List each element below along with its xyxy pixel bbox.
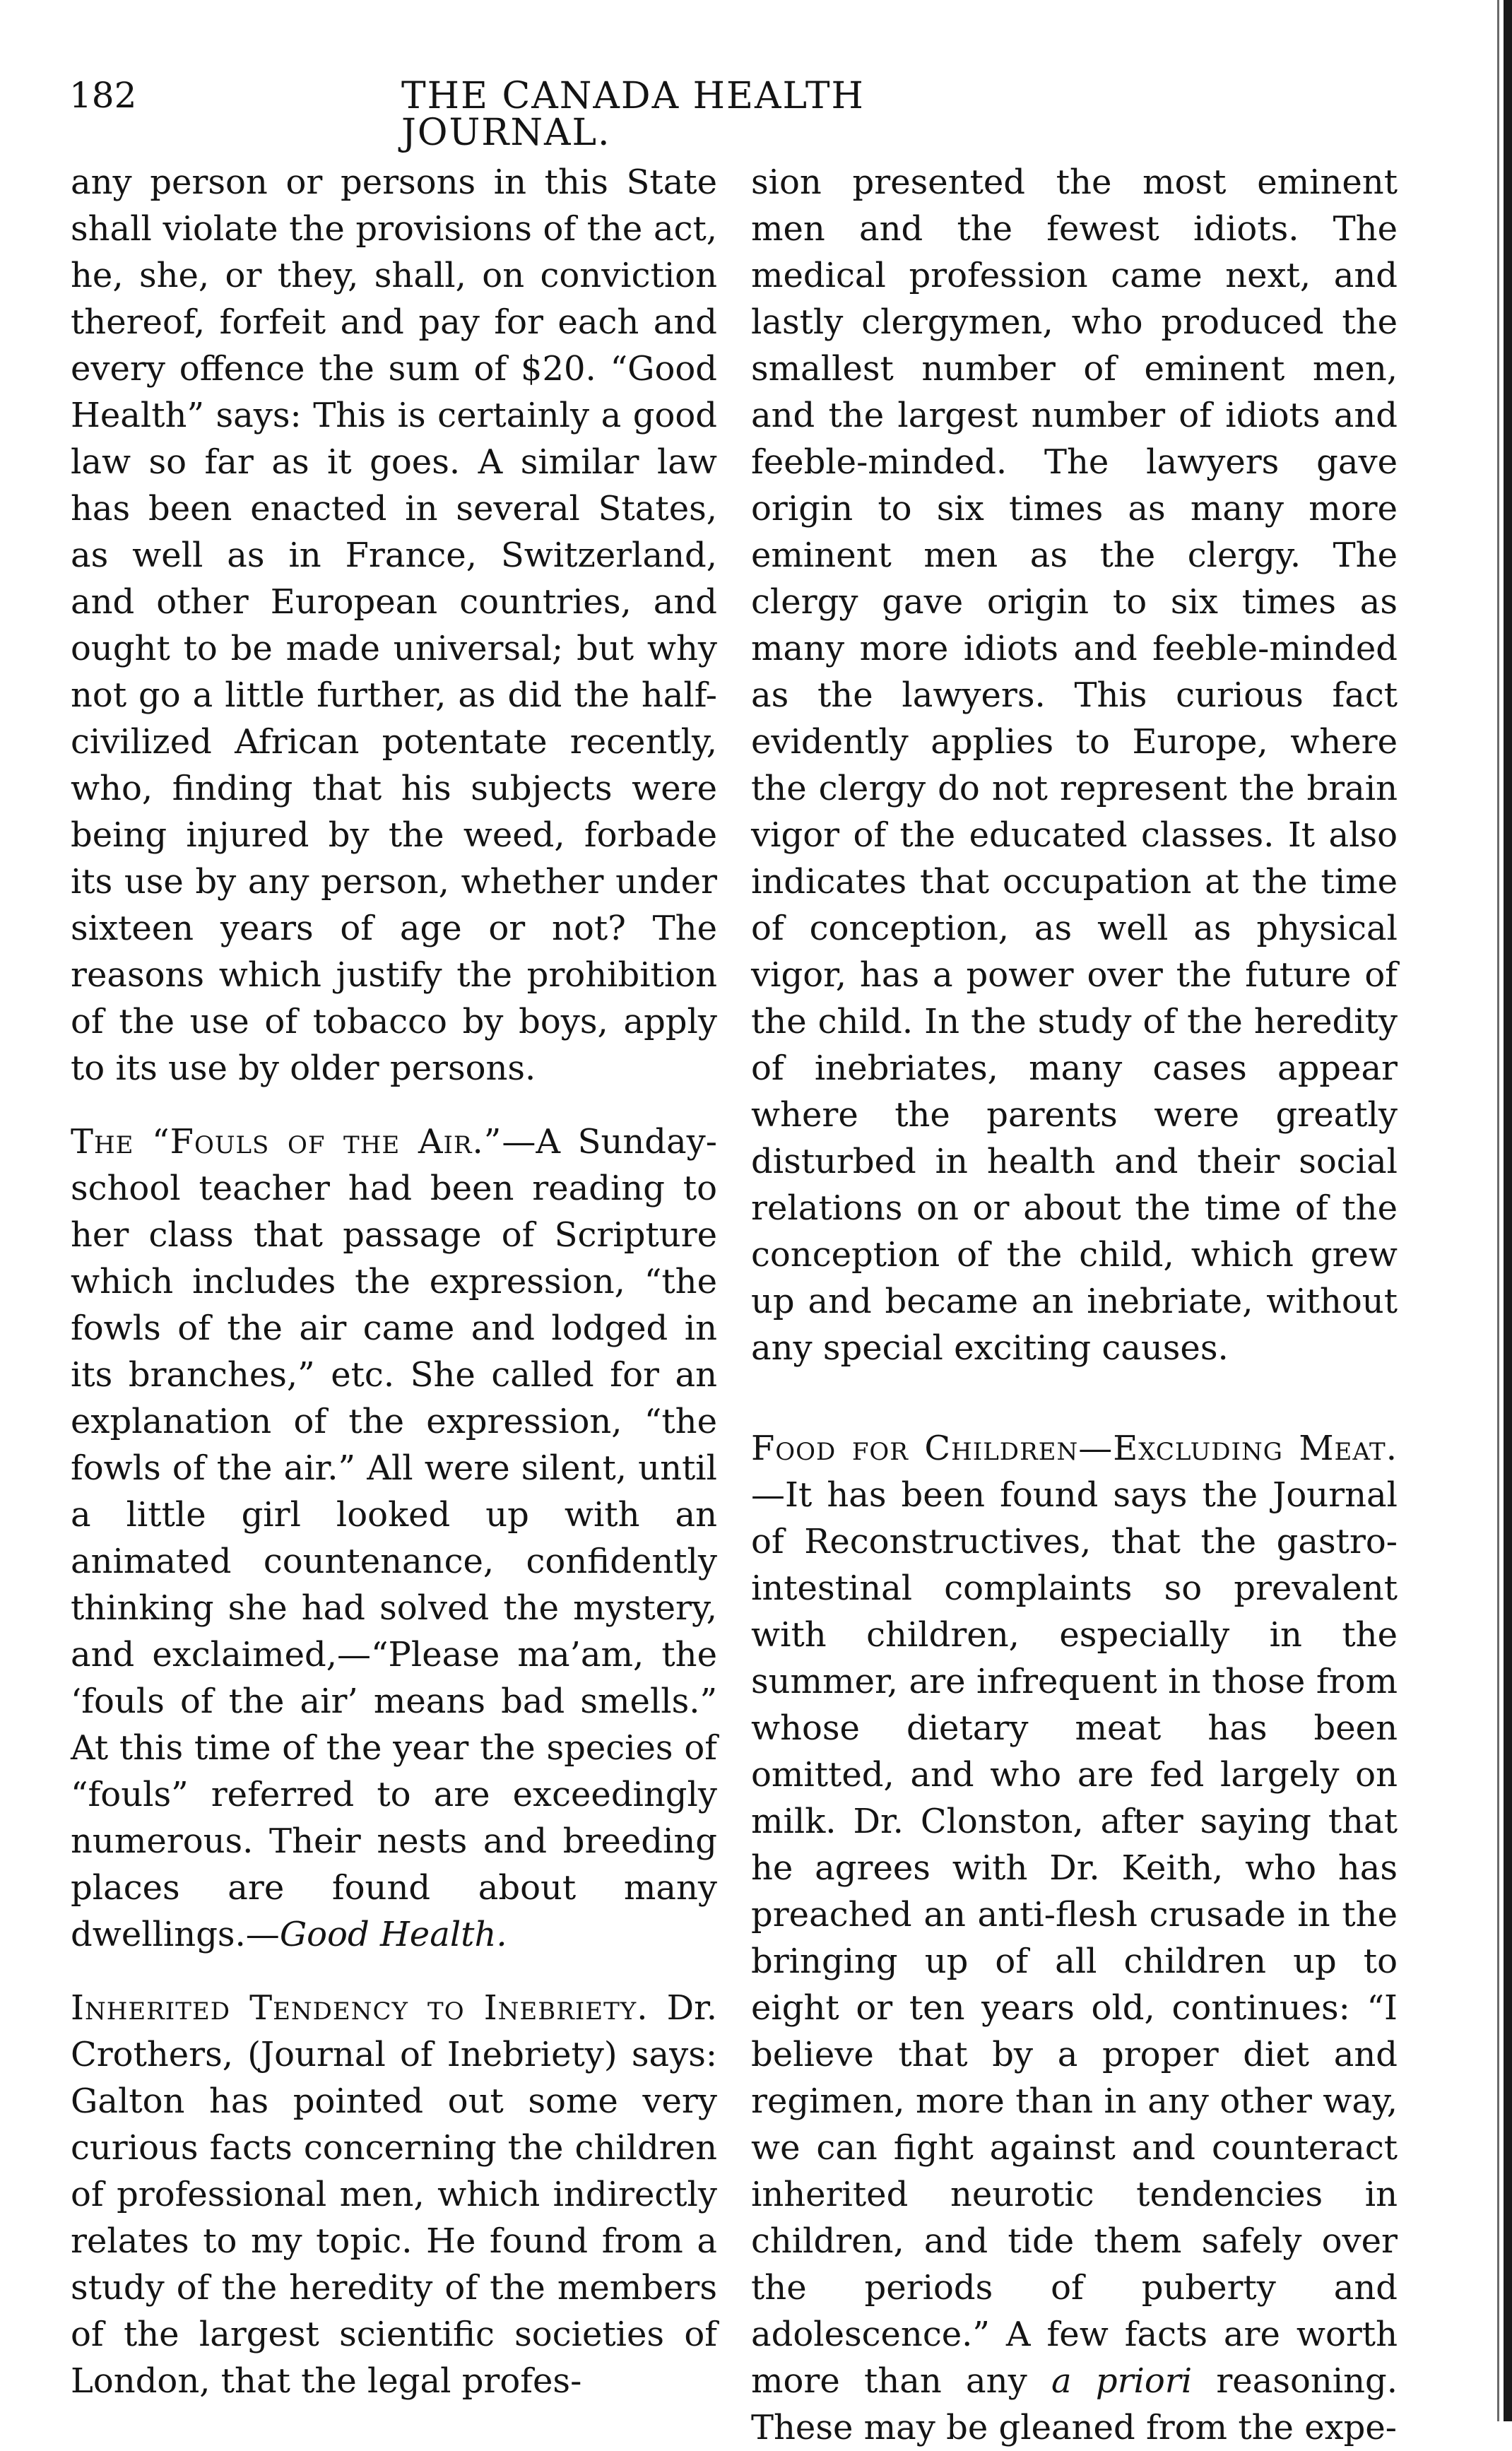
paragraph-inherited-tendency [71,1985,717,2404]
page-number: 182 [69,75,137,116]
section-heading-food: Food for Children—Excluding Meat. [751,1429,1398,1468]
paragraph-food-for-children [751,1425,1398,2451]
section-heading-fouls: The “Fouls of the Air.” [71,1122,502,1162]
section-heading-inebriety: Inherited Tendency to Inebriety. [71,1988,649,2028]
page-edge-shadow [1497,0,1499,2421]
right-column [751,159,1398,2447]
source-citation: Good Health. [279,1915,507,1954]
paragraph-fouls-of-the-air [71,1118,717,1958]
paragraph-text: any person or persons in this State shall violate the provisions of the act, he, she, or they, shall, on conviction thereof, forfeit and pay for each and every offence the sum of $20. “Good Health” says: This is certainly a good law so far as it goes. A similar law has been enacted in several States, as well as in France, Switzerland, and other European countries, and ought to be made universal; but why not go a little further, as did the half-civilized African potentate recently, who, finding that his subjects were being injured by the weed, forbade its use by any person, whether under sixteen years of age or not? The reasons which justify the prohibition of the use of tobacco by boys, apply to its use by older persons. [71,163,717,1088]
paragraph-text: —A Sunday-school teacher had been reading to her class that passage of Scripture which includes the expression, “the fowls of the air came and lodged in its branches,” etc. She called for an explanation of the expression, “the fowls of the air.” All were silent, until a little girl looked up with an animated countenance, confidently thinking she had solved the mystery, and exclaimed,—“Please ma’am, the ‘fouls of the air’ means bad smells.” At this time of the year the species of “fouls” referred to are exceedingly numerous. Their nests and breeding places are found about many dwellings.— [71,1122,717,1954]
paragraph-text-end: reasoning. These may be gleaned from the expe- [751,2361,1398,2447]
italic-phrase: a priori [1051,2361,1193,2401]
paragraph-heredity-continued [751,159,1398,1371]
paragraph-text: Dr. Crothers, (Journal of Inebriety) says: Galton has pointed out some very curious facts concerning the children of professional men, which indirectly relates to my topic. He found from a study of the heredity of the members of the largest scientific societies of London, that the legal profes- [71,1988,717,2401]
page-edge [1504,0,1512,2421]
paragraph-text: —It has been found says the Journal of Reconstructives, that the gastro-intestinal complaints so prevalent with children, especially in the summer, are infrequent in those from whose dietary meat has been omitted, and who are fed largely on milk. Dr. Clonston, after saying that he agrees with Dr. Keith, who has preached an anti-flesh crusade in the bringing up of all children up to eight or ten years old, continues: “I believe that by a proper diet and regimen, more than in any other way, we can fight against and counteract inherited neurotic tendencies in children, and tide them safely over the periods of puberty and adolescence.” A few facts are worth more than any [751,1475,1398,2401]
page-header [69,75,1080,154]
paragraph-text: sion presented the most eminent men and the fewest idiots. The medical profession came next, and lastly clergymen, who produced the smallest number of eminent men, and the largest number of idiots and feeble-minded. The lawyers gave origin to six times as many more eminent men as the clergy. The clergy gave origin to six times as many more idiots and feeble-minded as the lawyers. This curious fact evidently applies to Europe, where the clergy do not represent the brain vigor of the educated classes. It also indicates that occupation at the time of conception, as well as physical vigor, has a power over the future of the child. In the study of the heredity of inebriates, many cases appear where the parents were greatly disturbed in health and their social relations on or about the time of the conception of the child, which grew up and became an inebriate, without any special exciting causes. [751,163,1398,1368]
paragraph-tobacco-law [71,159,717,1092]
journal-title: THE CANADA HEALTH JOURNAL. [401,75,865,154]
left-column [71,159,717,2401]
